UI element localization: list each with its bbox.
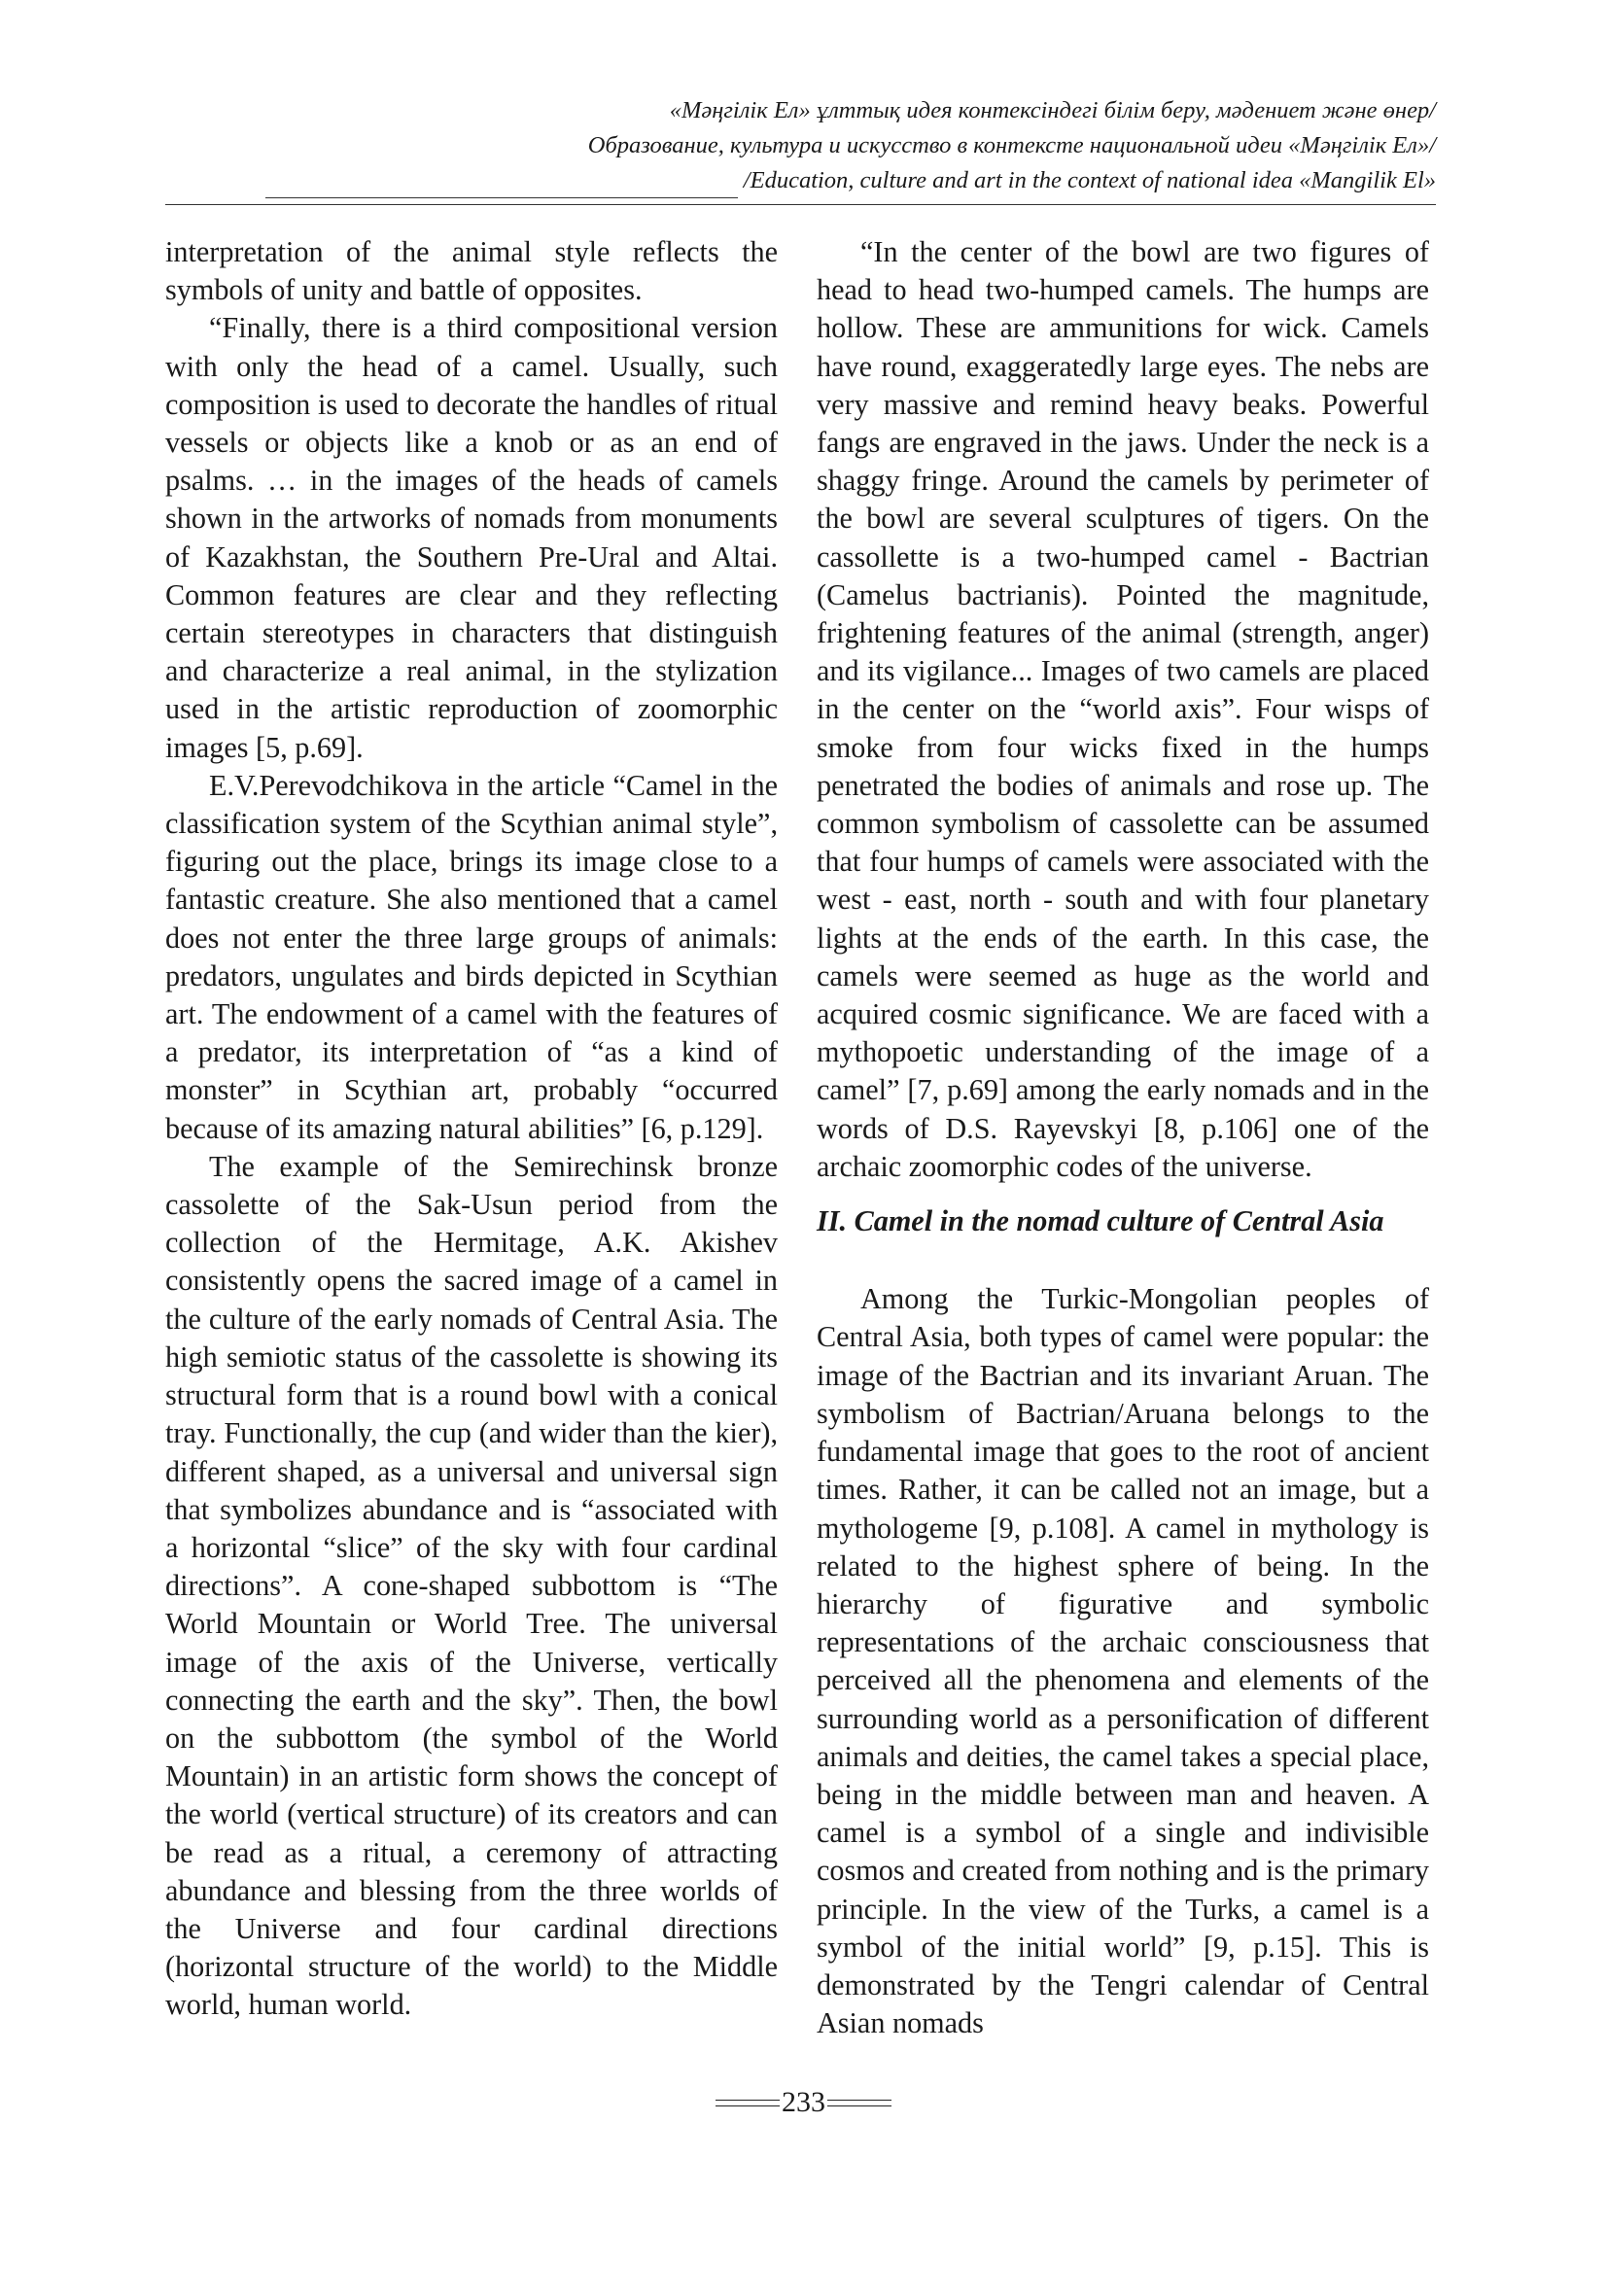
footer-left-ornament <box>714 2100 782 2106</box>
paragraph: interpretation of the animal style reflects the symbols of unity and battle of opposites. <box>165 235 778 307</box>
page-footer <box>0 2086 1607 2119</box>
section-heading: II. Camel in the nomad culture of Central Asia <box>817 1204 1384 1238</box>
paragraph: The example of the Semirechinsk bronze cassolette of the Sak-Usun period from the collection of the Hermitage, A.K. Akishev consistently opens the sacred image of a camel in the culture of the early nomads of Central Asia. The high semiotic status of the cassolette is showing its structural form that is a round bowl with a conical tray. Functionally, the cup (and wider than the kier), different shaped, as a universal and universal sign that symbolizes abundance and is “associated with a horizontal “slice” of the sky with four cardinal directions”. A cone-shaped subbottom is “The World Mountain or World Tree. The universal image of the axis of the Universe, vertically connecting the earth and the sky”. Then, the bowl on the subbottom (the symbol of the World Mountain) in an artistic form shows the concept of the world (vertical structure) of its creators and can be read as a ritual, a ceremony of attracting abundance and blessing from the three worlds of the Universe and four cardinal directions (horizontal structure of the world) to the Middle world, human world. <box>165 1149 778 2022</box>
running-header <box>165 93 1436 198</box>
header-line-russian: Образование, культура и искусство в контексте национальной идеи «Мәңгілік Ел»/ <box>587 132 1436 158</box>
header-line-english-row <box>165 163 1436 198</box>
header-line-kazakh: «Мәңгілік Ел» ұлттық идея контексіндегі білім беру, мәдениет және өнер/ <box>669 97 1436 123</box>
paragraph: “In the center of the bowl are two figures of head to head two-humped camels. The humps are hollow. These are ammunitions for wick. Camels have round, exaggeratedly large eyes. The nebs are very massive and remind heavy beaks. Powerful fangs are engraved in the jaws. Under the neck is a shaggy fringe. Around the camels by perimeter of the bowl are several sculptures of tigers. On the cassollette is a two-humped camel - Bactrian (Camelus bactrianis). Pointed the magnitude, frightening features of the animal (strength, anger) and its vigilance... Images of two camels are placed in the center on the “world axis”. Four wisps of smoke from four wicks fixed in the humps penetrated the bodies of animals and rose up. The common symbolism of cassolette can be assumed that four humps of camels were associated with the west - east, north - south and with four planetary lights at the ends of the earth. In this case, the camels were seemed as huge as the world and acquired cosmic significance. We are faced with a mythopoetic understanding of the image of a camel” [7, p.69] among the early nomads and in the words of D.S. Rayevskyi [8, p.106] one of the archaic zoomorphic codes of the universe. <box>817 235 1429 1183</box>
paragraph: “Finally, there is a third compositional version with only the head of a camel. Usually, such composition is used to decorate the handles of ritual vessels or objects like a knob or as an end of psalms. … in the images of the heads of camels shown in the artworks of nomads from monuments of Kazakhstan, the Southern Pre-Ural and Altai. Common features are clear and they reflecting certain stereotypes in characters that distinguish and characterize a real animal, in the stylization used in the artistic reproduction of zoomorphic images [5, p.69]. <box>165 311 778 764</box>
right-column <box>817 233 1429 2042</box>
header-line-english: /Education, culture and art in the context of national idea «Mangilik El» <box>743 167 1436 193</box>
paragraph: Among the Turkic-Mongolian peoples of Central Asia, both types of camel were popular: the image of the Bactrian and its invariant Aruan. The symbolism of Bactrian/Aruana belongs to the fundamental image that goes to the root of ancient times. Rather, it can be called not an image, but a mythologeme [9, p.108]. A camel in mythology is related to the highest sphere of being. In the hierarchy of figurative and symbolic representations of the archaic consciousness that perceived all the phenomena and elements of the surrounding world as a personification of different animals and deities, the camel takes a special place, being in the middle between man and heaven. A camel is a symbol of a single and indivisible cosmos and created from nothing and is the primary principle. In the view of the Turks, a camel is a symbol of the initial world” [9, p.15]. This is demonstrated by the Tengri calendar of Central Asian nomads <box>817 1282 1429 2040</box>
left-column <box>165 233 778 2025</box>
header-underline-rule <box>265 168 738 198</box>
footer-right-ornament <box>825 2100 893 2106</box>
header-divider <box>165 204 1436 205</box>
page-number: 233 <box>782 2086 825 2118</box>
paragraph: E.V.Perevodchikova in the article “Camel in the classification system of the Scythian animal style”, figuring out the place, brings its image close to a fantastic creature. She also mentioned that a camel does not enter the three large groups of animals: predators, ungulates and birds depicted in Scythian art. The endowment of a camel with the features of a predator, its interpretation of “as a kind of monster” in Scythian art, probably “occurred because of its amazing natural abilities” [6, p.129]. <box>165 768 778 1145</box>
